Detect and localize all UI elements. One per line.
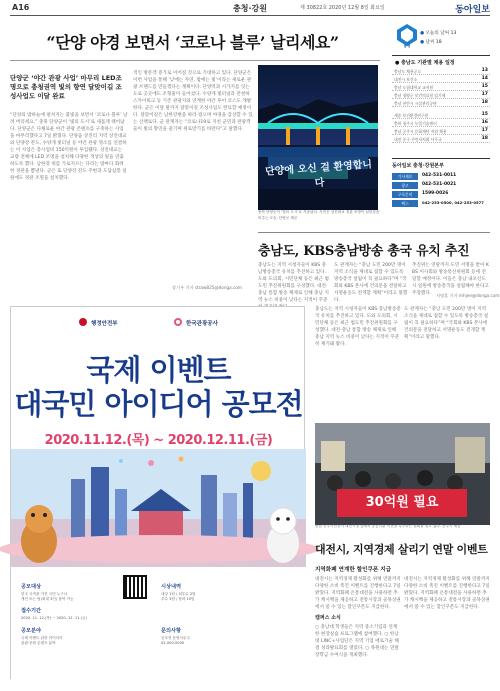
weather-line-1 (420, 30, 456, 36)
ad-info-line: 개인 또는 팀(최대 3인) 참여 가능 (21, 597, 74, 601)
ad-info-block (161, 617, 190, 646)
page-header (0, 0, 500, 16)
ad-title (11, 353, 306, 421)
story3-headline: 대전시, 지역경제 살리기 연말 이벤트 (315, 543, 488, 556)
contact-box (392, 162, 490, 208)
table-row (392, 68, 490, 75)
protest-banner: 30억원 필요 (365, 495, 439, 510)
contact-key: 구독문의 (392, 191, 418, 198)
row-number: 18 (481, 100, 488, 105)
table-row (392, 120, 490, 127)
story3-subhead: 지역화폐 연계한 할인쿠폰 지급 (315, 567, 392, 573)
ad-info-section (11, 567, 306, 680)
weather-label: 날씨 18 (425, 40, 442, 45)
contact-row (392, 172, 490, 181)
main-subhead: 단양군 ‘야간 관광 사업’ 마무리 LED조명으로 충청권역 빛의 향연 달맞이길 조성사업도 이달 완료 (10, 74, 122, 100)
ad-info-line: 02-000-0000 (161, 641, 185, 645)
ad-info-line: 공모전 운영사무국 (161, 636, 190, 640)
table-row (392, 136, 490, 143)
ad-info-tag: 문의사항 (161, 628, 182, 634)
weather-label: 오늘의 날씨 13 (425, 31, 457, 36)
ad-org-tourism: 한국관광공사 (186, 321, 218, 327)
section-title: 충청·강원 (233, 4, 267, 13)
ad-info-block (21, 617, 63, 646)
contact-value: 1599-0026 (422, 191, 449, 196)
story2-body-col2: 도 관계자는 “충남 도민 200만 명이 지역 소식을 제대로 접할 수 있도록 방송총국 설립이 꼭 필요하다”며 “국회와 KBS 본사에 건의문을 전달하고 서명운동도 전개할 계획”이라고 말했다. (334, 263, 408, 303)
row-number: 18 (481, 136, 488, 141)
ad-header (11, 307, 306, 337)
campus-news-body: ○ 충남대 학생들은 지역 중소기업과 연계한 현장실습 프로그램에 참여했다. ○ 한남대 LINC+사업단은 지역 기업 애로기술 해결 성과발표회를 열었다. ○ 목원대는 연말 장학금 수여식을 개최했다. (315, 625, 399, 658)
story2-body-col1: 충남도는 지역 시청자들이 KBS 충남방송총국 유치를 추진하고 있다. 도와 도의회, 시민단체 등은 최근 범도민 추진위원회를 구성했다. 대전·충남 통합 방송 체제로 인해 충남 지역 뉴스 비중이 낮다는 지적이 꾸준 (258, 263, 329, 303)
ad-info-tag: 시상내역 (161, 584, 182, 590)
row-title: 대전 중구 주민자치회 사무국 (394, 137, 442, 142)
sidebar-rule (392, 158, 490, 159)
story2-continued-col1: 충남도는 지역 시청자들이 KBS 충남방송총국 유치를 추진하고 있다. 도와 도의회, 시민단체 등은 최근 범도민 추진위원회를 구성했다. 대전·충남 통합 방송 체제로 인해 충남 지역 뉴스 비중이 낮다는 지적이 꾸준히 제기돼 왔다. (315, 307, 401, 347)
ad-illustration (11, 449, 306, 567)
story2-body-col3: 추진위는 연말까지 도민 서명을 받아 KBS 이사회와 방송통신위원회 등에 전달할 예정이다. 이들은 충남 내포신도시 일원에 방송총국을 설립해야 한다고 주장했다. (412, 263, 489, 296)
main-body-col2: 적인 방문객 증가로 이어질 것으로 기대하고 있다. 단양군은 이번 사업을 통해 ‘낮에는 자연, 밤에는 빛’이라는 새로운 관광 브랜드를 만들겠다는 계획이다. 단양역과 시가지를 잇는 도로 곳곳에도 조형물이 들어섰다. 수양개 빛터널과 만천하스카이워크 등 기존 관광지와 연계한 야간 투어 코스도 개발한다. 군은 이달 말까지 달맞이길 조성사업도 완료할 예정이다. 달맞이길은 남한강변을 따라 걸으며 야경을 감상할 수 있는 산책로다. 군 관계자는 “코로나19로 지친 군민과 관광객들이 빛의 향연을 즐기며 위로받기를 바란다”고 말했다. (133, 71, 253, 132)
story2-continued-col2: 도 관계자는 “충남 도민 200만 명이 지역 소식을 제대로 접할 수 있도록 방송총국 설립이 꼭 필요하다”며 “국회와 KBS 본사에 건의문을 전달하고 서명운동도 전개할 계획”이라고 말했다. (404, 307, 489, 340)
row-title: 충남 도립대학교 교직원 (394, 85, 434, 90)
logo-caption: 충청 (403, 44, 411, 48)
contact-row (392, 199, 490, 208)
story2-rule (258, 232, 490, 233)
contact-row (392, 181, 490, 190)
table-row (392, 100, 490, 107)
contact-key: 팩스 (392, 200, 418, 207)
row-title: 충남 천안시 시설관리공단 (394, 101, 437, 106)
story2-headline: 충남도, KBS충남방송 총국 유치 추진 (258, 244, 470, 259)
table-row (392, 92, 490, 99)
ad-info-line: 대상 1팀 / 최우수 2팀 (161, 592, 196, 596)
ad-info-line: 2020. 11. 12.(목) ~ 2020. 12. 11.(금) (21, 616, 87, 620)
story2-byline: 지명훈 기자 mhjee@donga.com (436, 293, 500, 298)
ad-title-line2: 대국민 아이디어 공모전 (14, 387, 303, 421)
ad-info-tag: 공모대상 (21, 584, 42, 590)
contact-value: 042-531-0021 (422, 182, 457, 187)
contact-value: 042-531-0011 (422, 173, 457, 178)
page-number: A16 (12, 3, 30, 12)
row-number: 17 (481, 92, 488, 97)
row-number: 15 (481, 112, 488, 117)
ad-info-block (161, 573, 196, 602)
table-row (392, 76, 490, 83)
bullet-icon: ● (420, 31, 426, 36)
ad-info-line: 한국 국적을 가진 국민 누구나 (21, 592, 68, 596)
contact-value: 042-253-0500, 042-253-0577 (422, 200, 484, 205)
sidebar-table-title: ● 충남도 기관별 채용 일정 (395, 60, 455, 66)
main-body-col1: “단양의 밤하늘에 펼쳐지는 불빛을 보면서 ‘코로나 블루’ 날려 버리세요.” 충북 단양군이 ‘빛의 도시’로 새롭게 태어났다. 단양군은 다채로운 야간 관광 콘텐츠를 구축하는 사업을 마무리했다고 7일 밝혔다. 단양읍 상진리 지역 상진대교와 단양강 잔도, 수양개 빛터널 등 야간 관광 명소를 연결하는 이 사업은 총사업비 150억원이 투입됐다. 상진대교는 교량 전체에 LED 조명을 설치해 다양한 색상의 빛을 연출하도록 했다. 남한강 위를 가로지르는 다리는 밤마다 화려한 경관을 뽐낸다. 군은 또 단양강 잔도 주변과 도담삼봉 일원에도 경관 조명을 설치했다. (10, 113, 128, 181)
weather-line-2 (420, 39, 442, 45)
row-number: 13 (481, 68, 488, 73)
story3-body-col2: 대전시는 지역경제 활성화를 위해 연말까지 다양한 소비 촉진 이벤트를 진행한다고 7일 밝혔다. 지역화폐 온통대전을 사용하면 추가 캐시백을 제공하고 전통시장과 골목상권에서 쓸 수 있는 할인쿠폰도 지급한다. (404, 577, 490, 610)
bullet-icon: ● (420, 40, 426, 45)
ad-period: 2020.11.12.(목) ~ 2020.12.11.(금) (44, 433, 273, 448)
sidebar-rule (392, 55, 490, 56)
regional-logo (395, 22, 419, 50)
contact-row (392, 190, 490, 199)
ministry-emblem-icon (79, 318, 87, 326)
row-number: 14 (481, 76, 488, 81)
row-title: 충북 청주시 농업기술센터 (394, 121, 437, 126)
bridge-night-photo (258, 65, 378, 210)
tourism-emblem-icon (174, 318, 182, 326)
ad-org-ministry: 행정안전부 (91, 321, 118, 327)
qr-code-icon (123, 575, 147, 599)
table-row (392, 112, 490, 119)
row-title: 대전시 보건소 (394, 77, 418, 82)
ad-info-tag: 공모분야 (21, 628, 42, 634)
contact-key: 기사제보 (392, 173, 418, 180)
main-headline: “단양 야경 보면서 ‘코로나 블루’ 날리세요” (46, 33, 339, 52)
row-title: 세종 보건환경연구원 (394, 113, 429, 118)
bridge-projected-text: 단양에 오신 걸 환영합니다 (264, 159, 373, 190)
issue-info: 제 30822호 2020년 12월 8일 화요일 (300, 5, 385, 11)
ad-info-line: 국제 이벤트 관련 아이디어 (21, 636, 63, 640)
schedule-table (392, 68, 490, 140)
protest-photo (315, 423, 490, 525)
contact-key: 광고 (392, 182, 418, 189)
table-row (392, 84, 490, 91)
row-number: 17 (481, 128, 488, 133)
contact-title: 동아일보 충청·강원본부 (392, 163, 444, 169)
header-rule (10, 15, 490, 16)
contest-advertisement (10, 306, 305, 679)
ad-title-line1: 국제 이벤트 (86, 353, 231, 387)
table-row (392, 128, 490, 135)
bridge-photo-caption: 충북 단양군이 ‘빛의 도시’로 거듭났다. 사진은 상진대교 경관 조명이 남한강을 비추는 모습. 단양군 제공 (258, 210, 380, 220)
publisher-logo: 동아일보 (455, 5, 490, 15)
main-byline: 장기우 기자 straw825@donga.com (172, 285, 242, 290)
row-title: 충남도 채용공고 (394, 69, 421, 74)
ad-info-line: 관광·문화 콘텐츠 분야 (21, 641, 56, 645)
headline-rule (10, 60, 380, 61)
protest-photo-caption: 충남 공주시민들이 대전시청 앞에서 공공기관 이전을 촉구하는 집회를 열고 있다. 공주시 제공 (315, 524, 461, 528)
ad-info-line: 우수 3팀 / 장려 10팀 (161, 597, 195, 601)
ad-info-tag: 접수기간 (21, 608, 42, 614)
row-title: 충남 청양군 보건의료원 임기제 (394, 93, 446, 98)
campus-news-heading: 캠퍼스 소식 (315, 615, 341, 621)
row-title: 충남 공주시 문화재단 직원 채용 (394, 129, 447, 134)
row-number: 15 (481, 84, 488, 89)
row-number: 16 (481, 120, 488, 125)
story3-body-col1: 대전시는 지역경제 활성화를 위해 연말까지 다양한 소비 촉진 이벤트를 진행한다고 7일 밝혔다. 지역화폐 온통대전을 사용하면 추가 캐시백을 제공하고 전통시장과 골목상권에서 쓸 수 있는 할인쿠폰도 지급한다. (315, 577, 401, 610)
